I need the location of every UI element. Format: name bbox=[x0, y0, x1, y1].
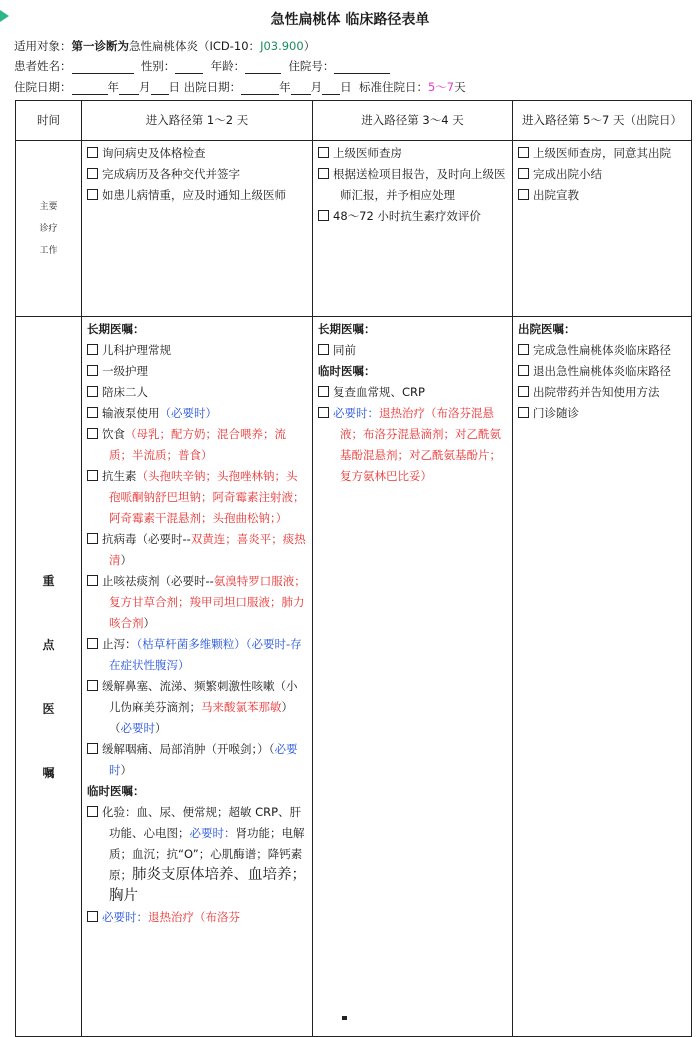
checkbox-icon bbox=[87, 470, 98, 481]
checkbox-icon bbox=[518, 189, 529, 200]
table-row bbox=[16, 141, 692, 317]
header-day-5-7: 进入路径第 5～7 天（出院日） bbox=[513, 101, 692, 141]
age-field[interactable] bbox=[245, 61, 281, 74]
row-label-main-work: 主要 诊疗 工作 bbox=[16, 141, 82, 317]
checkbox-icon bbox=[87, 168, 98, 179]
admit-month-field[interactable] bbox=[119, 82, 139, 95]
checkbox-icon bbox=[87, 365, 98, 376]
list-item[interactable]: 出院带药并告知使用方法 bbox=[518, 382, 686, 403]
list-item[interactable]: 缓解鼻塞、流涕、频繁刺激性咳嗽（小儿伪麻美芬滴剂；马来酸氯苯那敏）（必要时） bbox=[87, 676, 307, 739]
sex-field[interactable] bbox=[175, 61, 203, 74]
checkbox-icon bbox=[318, 407, 329, 418]
checkbox-icon bbox=[87, 428, 98, 439]
header-day-1-2: 进入路径第 1～2 天 bbox=[82, 101, 313, 141]
checkbox-icon bbox=[87, 344, 98, 355]
checkbox-icon bbox=[87, 638, 98, 649]
name-field[interactable] bbox=[72, 61, 134, 74]
table-header-row bbox=[16, 101, 692, 141]
list-item[interactable]: 输液泵使用（必要时） bbox=[87, 403, 307, 424]
orders-day-1-2: 长期医嘱： 儿科护理常规 一级护理 陪床二人 输液泵使用（必要时） 饮食（母乳；配方奶；混合喂养；流质；半流质；普食） 抗生素（头孢呋辛钠；头孢唑林钠；头孢哌酮钠舒巴坦钠；阿奇霉素注射液；阿奇霉素干混悬剂；头孢曲松钠；） 抗病毒（必要时--双黄连；喜炎平；痰热清） 止咳祛痰剂（必要时--氨溴特罗口服液；复方甘草合剂；羧甲司坦口服液；肺力咳合剂） 止泻：（枯草杆菌多维颗粒）（必要时-存在症状性腹泻） 缓解鼻塞、流涕、频繁刺激性咳嗽（小儿伪麻美芬滴剂；马来酸氯苯那敏）（必要时） 缓解咽痛、局部消肿（开喉剑；）（必要时） 临时医嘱： 化验：血、尿、便常规；超敏 CRP、肝功能、心电图；必要时：肾功能；电解质；血沉；抗“O”；心肌酶谱；降钙素原；肺炎支原体培养、血培养；胸片 必要时：退热治疗（布洛芬 bbox=[82, 317, 313, 1037]
page-mark bbox=[342, 1016, 347, 1020]
discharge-month-field[interactable] bbox=[291, 82, 311, 95]
applicable-object-line: 适用对象：第一诊断为急性扁桃体炎（ICD-10：J03.900） bbox=[14, 39, 316, 53]
list-item[interactable]: 退出急性扁桃体炎临床路径 bbox=[518, 361, 686, 382]
dates-line: 住院日期： 年 月 日 出院日期： 年 月 日 标准住院日：5～7天 bbox=[14, 80, 466, 94]
checkbox-icon bbox=[87, 575, 98, 586]
checkbox-icon bbox=[518, 168, 529, 179]
checkbox-icon bbox=[518, 407, 529, 418]
checkbox-icon bbox=[87, 911, 98, 922]
standard-stay-value: 5～7 bbox=[427, 80, 455, 94]
admit-year-field[interactable] bbox=[72, 82, 108, 95]
checkbox-icon bbox=[87, 806, 98, 817]
main-work-day-1-2 bbox=[82, 141, 313, 317]
list-item[interactable]: 化验：血、尿、便常规；超敏 CRP、肝功能、心电图；必要时：肾功能；电解质；血沉；抗“O”；心肌酶谱；降钙素原；肺炎支原体培养、血培养；胸片 bbox=[87, 802, 307, 907]
checkbox-icon bbox=[87, 407, 98, 418]
list-item[interactable]: 完成急性扁桃体炎临床路径 bbox=[518, 340, 686, 361]
list-item[interactable]: 止泻：（枯草杆菌多维颗粒）（必要时-存在症状性腹泻） bbox=[87, 634, 307, 676]
clinical-pathway-table bbox=[15, 100, 692, 1037]
list-item[interactable]: 儿科护理常规 bbox=[87, 340, 307, 361]
list-item[interactable]: 饮食（母乳；配方奶；混合喂养；流质；半流质；普食） bbox=[87, 424, 307, 466]
checkbox-icon bbox=[318, 386, 329, 397]
list-item[interactable]: 必要时：退热治疗（布洛芬混悬液；布洛芬混悬滴剂；对乙酰氨基酚混悬剂；对乙酰氨基酚片；复方氨林巴比妥） bbox=[318, 403, 507, 487]
admit-day-field[interactable] bbox=[151, 82, 169, 95]
checkbox-icon bbox=[87, 680, 98, 691]
list-item[interactable]: 48～72 小时抗生素疗效评价 bbox=[318, 206, 507, 227]
checkbox-icon bbox=[518, 147, 529, 158]
orders-day-5-7: 出院医嘱： 完成急性扁桃体炎临床路径 退出急性扁桃体炎临床路径 出院带药并告知使用方法 门诊随诊 bbox=[513, 317, 692, 1037]
list-item[interactable]: 止咳祛痰剂（必要时--氨溴特罗口服液；复方甘草合剂；羧甲司坦口服液；肺力咳合剂） bbox=[87, 571, 307, 634]
page-title: 急性扁桃体 临床路径表单 bbox=[270, 12, 430, 28]
discharge-day-field[interactable] bbox=[322, 82, 340, 95]
list-item[interactable]: 抗病毒（必要时--双黄连；喜炎平；痰热清） bbox=[87, 529, 307, 571]
list-item[interactable]: 询问病史及体格检查 bbox=[87, 143, 307, 164]
list-item[interactable]: 抗生素（头孢呋辛钠；头孢唑林钠；头孢哌酮钠舒巴坦钠；阿奇霉素注射液；阿奇霉素干混悬剂；头孢曲松钠；） bbox=[87, 466, 307, 529]
list-item[interactable]: 一级护理 bbox=[87, 361, 307, 382]
list-item[interactable]: 根据送检项目报告，及时向上级医师汇报，并予相应处理 bbox=[318, 164, 507, 206]
checkbox-icon bbox=[518, 386, 529, 397]
table-row bbox=[16, 317, 692, 1037]
checkbox-icon bbox=[318, 168, 329, 179]
list-item[interactable]: 复查血常规、CRP bbox=[318, 382, 507, 403]
discharge-year-field[interactable] bbox=[241, 82, 279, 95]
list-item[interactable]: 如患儿病情重，应及时通知上级医师 bbox=[87, 185, 307, 206]
list-item[interactable]: 缓解咽痛、局部消肿（开喉剑；）（必要时） bbox=[87, 739, 307, 781]
checkbox-icon bbox=[87, 189, 98, 200]
checkbox-icon bbox=[518, 344, 529, 355]
header-day-3-4: 进入路径第 3～4 天 bbox=[313, 101, 513, 141]
list-item[interactable]: 同前 bbox=[318, 340, 507, 361]
checkbox-icon bbox=[87, 386, 98, 397]
checkbox-icon bbox=[318, 344, 329, 355]
main-work-day-5-7 bbox=[513, 141, 692, 317]
row-label-key-orders: 重 点 医 嘱 bbox=[16, 317, 82, 1037]
checkbox-icon bbox=[518, 365, 529, 376]
list-item[interactable]: 上级医师查房，同意其出院 bbox=[518, 143, 686, 164]
list-item[interactable]: 上级医师查房 bbox=[318, 143, 507, 164]
checkbox-icon bbox=[87, 533, 98, 544]
header-time: 时间 bbox=[16, 101, 82, 141]
main-work-day-3-4 bbox=[313, 141, 513, 317]
checkbox-icon bbox=[318, 147, 329, 158]
list-item[interactable]: 门诊随诊 bbox=[518, 403, 686, 424]
list-item[interactable]: 陪床二人 bbox=[87, 382, 307, 403]
checkbox-icon bbox=[87, 743, 98, 754]
list-item[interactable]: 完成病历及各种交代并签字 bbox=[87, 164, 307, 185]
list-item[interactable]: 出院宣教 bbox=[518, 185, 686, 206]
checkbox-icon bbox=[318, 210, 329, 221]
patient-info-line: 患者姓名： 性别： 年龄： 住院号： bbox=[14, 58, 390, 74]
orders-day-3-4: 长期医嘱： 同前 临时医嘱： 复查血常规、CRP 必要时：退热治疗（布洛芬混悬液；布洛芬混悬滴剂；对乙酰氨基酚混悬剂；对乙酰氨基酚片；复方氨林巴比妥） bbox=[313, 317, 513, 1037]
list-item[interactable]: 完成出院小结 bbox=[518, 164, 686, 185]
checkbox-icon bbox=[87, 147, 98, 158]
hospital-number-field[interactable] bbox=[334, 61, 390, 74]
list-item[interactable]: 必要时：退热治疗（布洛芬 bbox=[87, 907, 307, 928]
icd-code: J03.900 bbox=[260, 39, 304, 53]
